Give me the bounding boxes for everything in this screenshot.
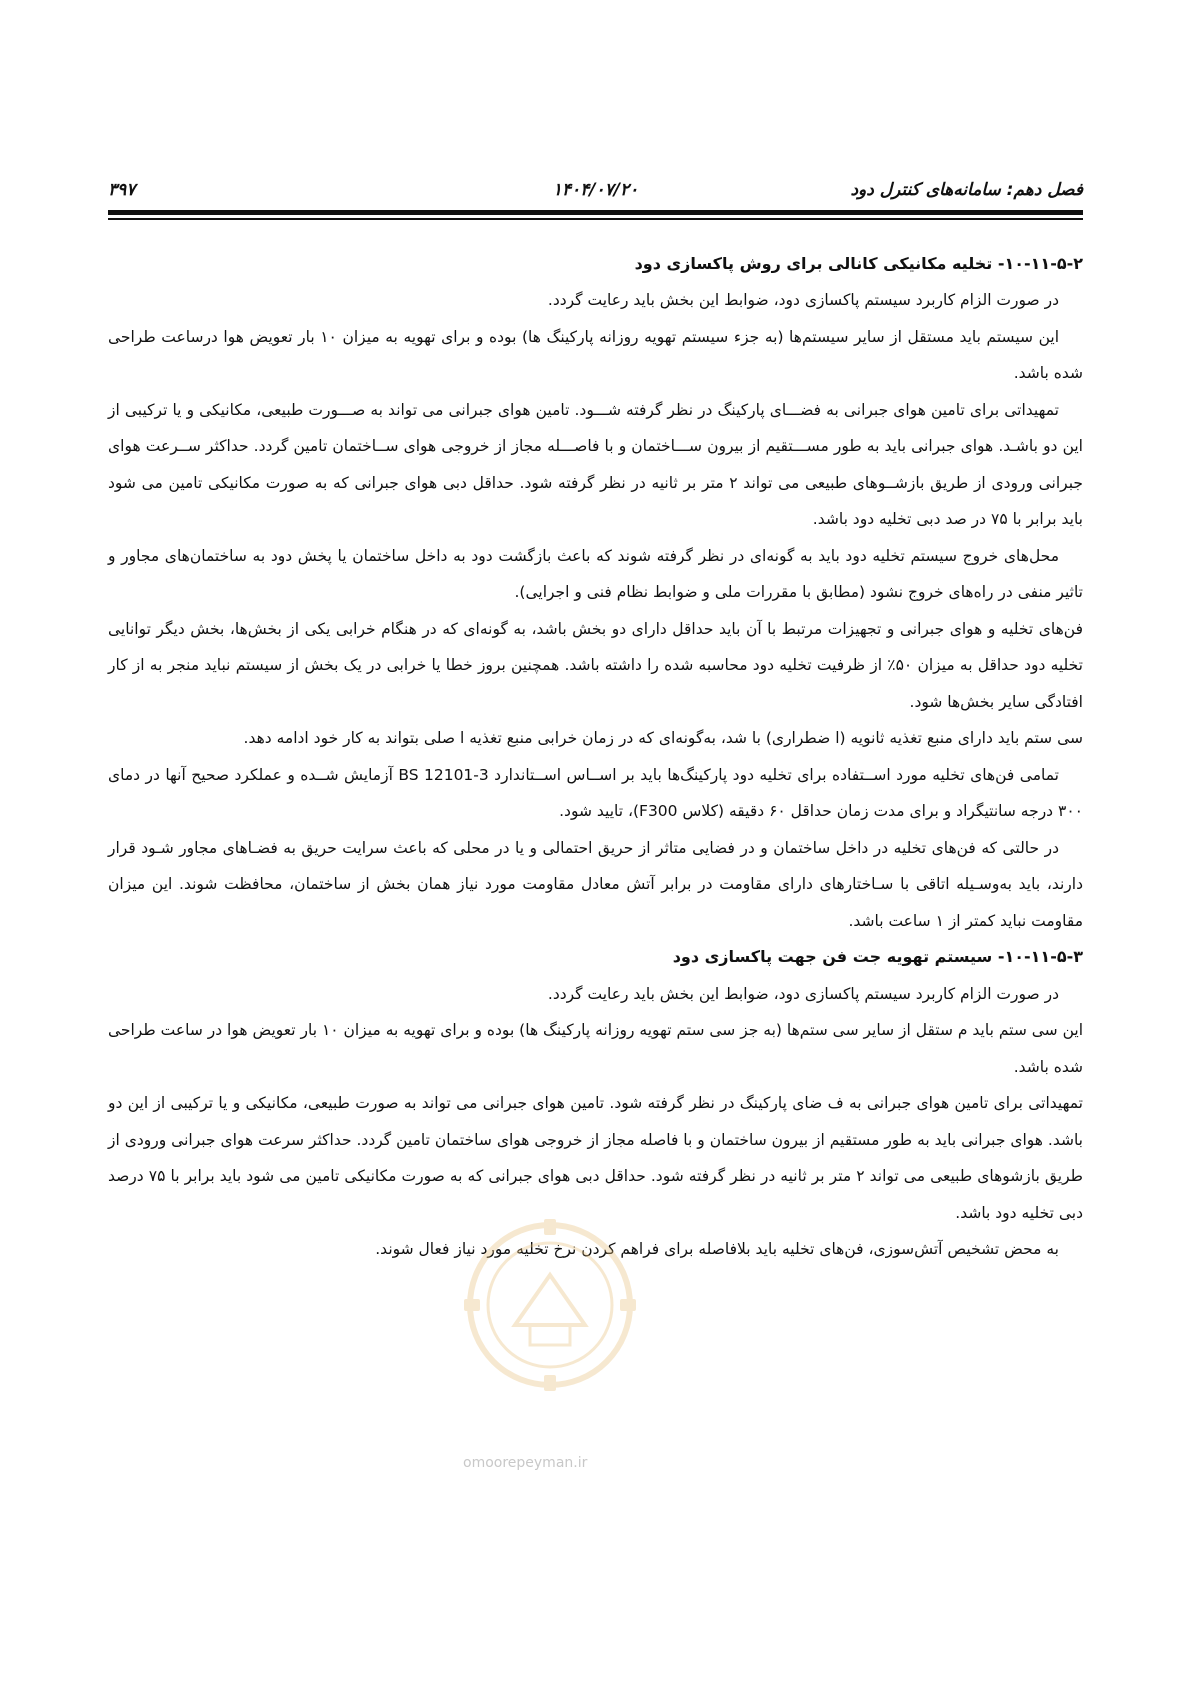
paragraph: این سیستم باید مستقل از سایر سیستم‌ها (به جزء سیستم تهویه روزانه پارکینگ ها) بوده و برای تهویه به میزان ۱۰ بار تعویض هوا درساعت طراحی شده باشد. — [108, 327, 1083, 382]
document-page — [108, 170, 1083, 1268]
paragraph: سی ستم باید دارای منبع تغذیه ثانویه (ا ضطراری) با شد، به‌گونه‌ای که در زمان خرابی منبع تغذیه ا صلی بتواند به کار خود ادامه دهد. — [243, 729, 1083, 747]
section-heading-5-2: ۱۰-۱۱-۵-۲- تخلیه مکانیکی کانالی برای روش پاکسازی دود — [634, 253, 1083, 273]
paragraph: در صورت الزام کاربرد سیستم پاکسازی دود، ضوابط این بخش باید رعایت گردد. — [547, 291, 1059, 309]
chapter-title: فصل دهم: سامانه‌های کنترل دود — [850, 180, 1083, 200]
paragraph: در حالتی که فن‌های تخلیه در داخل ساختمان و در فضایی متاثر از حریق احتمالی و یا در محلی که باعث سرایت حریق به فضـاهای مجاور شـود قرار دارند، باید به‌وسـیله اتاقی با سـاختارهای دارای مقاومت در برابر آتش معادل مقاومت مورد نیاز همان بخش از ساختمان، محافظت شوند. این میزان مقاومت نباید کمتر از ۱ ساعت باشد. — [108, 838, 1083, 930]
section-heading-5-3: ۱۰-۱۱-۵-۳- سیستم تهویه جت فن جهت پاکسازی دود — [672, 947, 1083, 966]
paragraph: این سی ستم باید م ستقل از سایر سی ستم‌ها (به جز سی ستم تهویه روزانه پارکینگ ها) بوده و برای تهویه به میزان ۱۰ بار تعویض هوا در ساعت طراحی شده باشد. — [108, 1021, 1083, 1076]
page-number: ۳۹۷ — [108, 180, 136, 200]
watermark-site: omoorepeyman.ir — [463, 1455, 588, 1471]
paragraph: تمامی فن‌های تخلیه مورد اســتفاده برای تخلیه دود پارکینگ‌ها باید بر اســاس اســتاندارد BS 12101-3 آزمایش شــده و عملکرد صحیح آنها در دمای ۳۰۰ درجه سانتیگراد و برای مدت زمان حداقل ۶۰ دقیقه (کلاس F300)، تایید شود. — [108, 765, 1083, 820]
paragraph: محل‌های خروج سیستم تخلیه دود باید به گونه‌ای در نظر گرفته شوند که باعث بازگشت دود به داخل ساختمان یا پخش دود به ساختمان‌های مجاور و تاثیر منفی در راه‌های خروج نشود (مطابق با مقررات ملی و ضوابط نظام فنی و اجرایی). — [108, 546, 1083, 601]
paragraph: در صورت الزام کاربرد سیستم پاکسازی دود، ضوابط این بخش باید رعایت گردد. — [547, 984, 1059, 1003]
paragraph: تمهیداتی برای تامین هوای جبرانی به ف ضای پارکینگ در نظر گرفته شود. تامین هوای جبرانی می تواند به صورت طبیعی، مکانیکی و یا ترکیبی از این دو باشد. هوای جبرانی باید به طور مستقیم از بیرون ساختمان و با فاصله مجاز از خروجی هوای ساختمان تامین گردد. حداکثر سرعت هوای جبرانی ورودی از طریق بازشوهای طبیعی می تواند ۲ متر بر ثانیه در نظر گرفته شود. حداقل دبی هوای جبرانی که به صورت مکانیکی تامین می شود باید برابر با ۷۵ درصد دبی تخلیه دود باشد. — [108, 1094, 1083, 1222]
page-header — [108, 170, 1083, 210]
paragraph: تمهیداتی برای تامین هوای جبرانی به فضـــای پارکینگ در نظر گرفته شـــود. تامین هوای جبرانی می تواند به صـــورت طبیعی، مکانیکی و یا ترکیبی از این دو باشـد. هوای جبرانی باید به طور مســـتقیم از بیرون ســـاختمان و با فاصـــله مجاز از خروجی هوای ســاختمان تامین گردد. حداکثر ســرعت هوای جبرانی ورودی از طریق بازشــوهای طبیعی می تواند ۲ متر بر ثانیه در نظر گرفته شود. حداقل دبی هوای جبرانی که به صورت مکانیکی تامین می شود باید برابر با ۷۵ در صد دبی تخلیه دود باشد. — [108, 400, 1083, 528]
paragraph: به محض تشخیص آتش‌سوزی، فن‌های تخلیه باید بلافاصله برای فراهم کردن نرخ تخلیه مورد نیاز فعال شوند. — [375, 1240, 1059, 1258]
header-rule-thin — [108, 218, 1083, 220]
header-rule-thick — [108, 210, 1083, 215]
header-date: ۱۴۰۴/۰۷/۲۰ — [552, 180, 639, 200]
document-body — [108, 246, 1083, 1268]
paragraph: فن‌های تخلیه و هوای جبرانی و تجهیزات مرتبط با آن باید حداقل دارای دو بخش باشد، به گونه‌ای که در هنگام خرابی یکی از بخش‌ها، بخش دیگر توانایی تخلیه دود حداقل به میزان ۵۰٪ از ظرفیت تخلیه دود محاسبه شده را داشته باشد. همچنین بروز خطا یا خرابی در یک بخش از سیستم نباید منجر به از کار افتادگی سایر بخش‌ها شود. — [108, 619, 1084, 711]
